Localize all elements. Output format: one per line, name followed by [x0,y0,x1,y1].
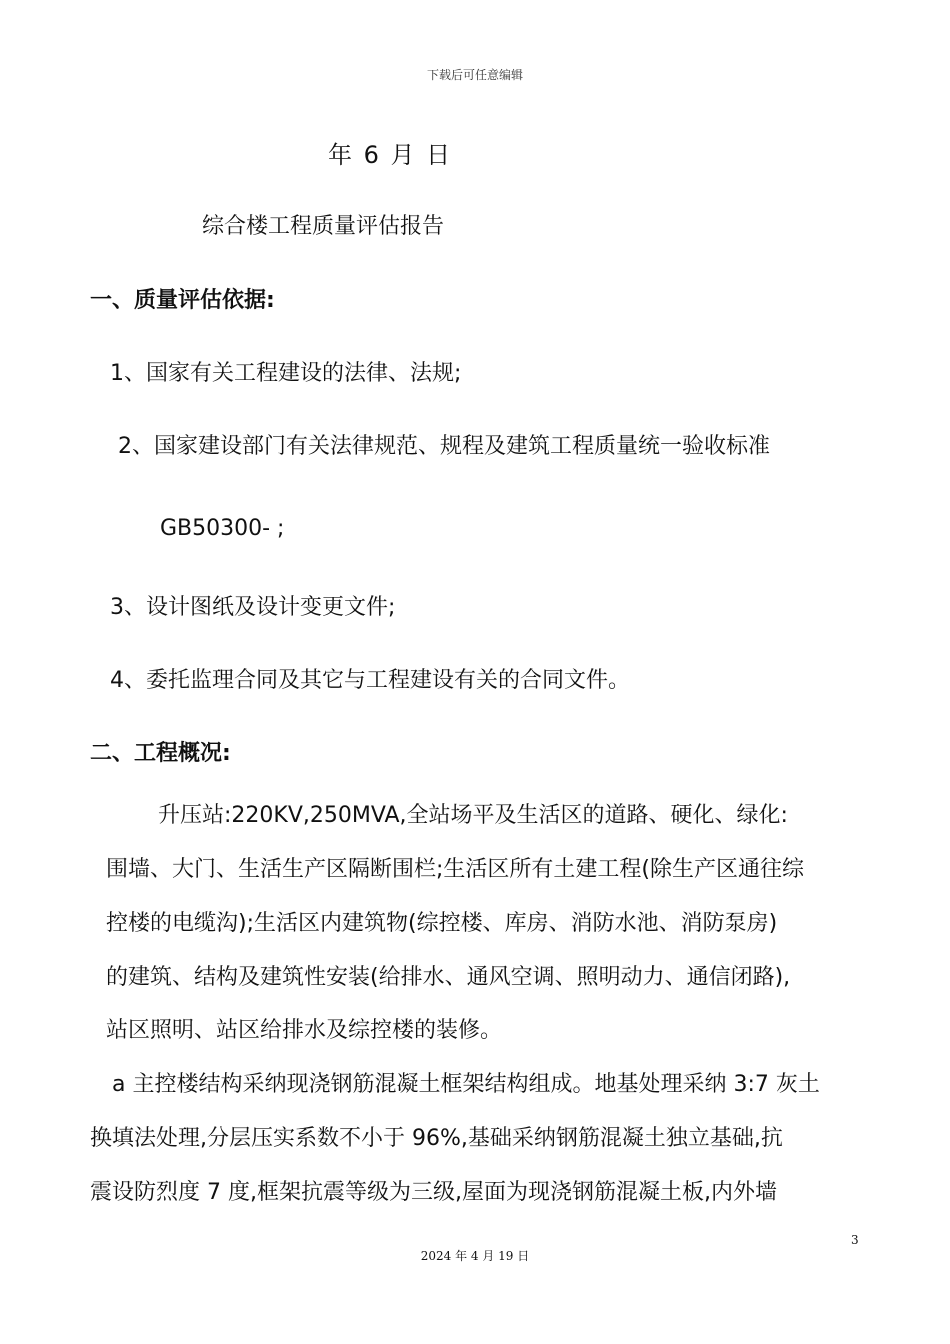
footer-date: 2024 年 4 月 19 日 [420,1249,530,1263]
header-note: 下载后可任意编辑 [426,68,523,82]
page-number: 3 [851,1233,859,1247]
date-line: 年 6 月 日 [328,141,453,169]
overview-paragraph-line: 控楼的电缆沟);生活区内建筑物(综控楼、库房、消防水池、消防泵房) [106,911,778,936]
structure-paragraph-line: a 主控楼结构采纳现浇钢筋混凝土框架结构组成。地基处理采纳 3:7 灰土 [112,1072,820,1097]
basis-item-3: 3、设计图纸及设计变更文件; [110,595,396,620]
overview-paragraph-line: 升压站:220KV,250MVA,全站场平及生活区的道路、硬化、绿化: [158,803,788,828]
basis-item-1: 1、国家有关工程建设的法律、法规; [110,361,462,386]
basis-item-2: 2、国家建设部门有关法律规范、规程及建筑工程质量统一验收标准 [118,434,770,459]
document-title: 综合楼工程质量评估报告 [202,214,445,239]
section-heading-basis: 一、质量评估依据: [90,288,275,313]
structure-paragraph-line: 震设防烈度 7 度,框架抗震等级为三级,屋面为现浇钢筋混凝土板,内外墙 [90,1180,777,1205]
overview-paragraph-line: 站区照明、站区给排水及综控楼的装修。 [106,1018,503,1043]
overview-paragraph-line: 的建筑、结构及建筑性安装(给排水、通风空调、照明动力、通信闭路), [106,965,791,990]
basis-item-4: 4、委托监理合同及其它与工程建设有关的合同文件。 [110,668,630,693]
structure-paragraph-line: 换填法处理,分层压实系数不小于 96%,基础采纳钢筋混凝土独立基础,抗 [90,1126,783,1151]
basis-item-2-standard: GB50300- ; [160,516,285,541]
section-heading-overview: 二、工程概况: [90,741,231,766]
overview-paragraph-line: 围墙、大门、生活生产区隔断围栏;生活区所有土建工程(除生产区通往综 [106,857,804,882]
